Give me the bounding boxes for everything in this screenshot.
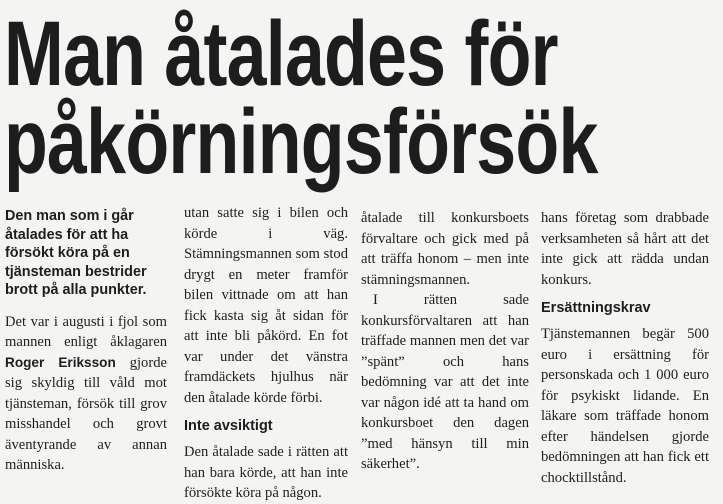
col4-paragraph-1: hans företag som drabbade verksamheten så hårt att det inte gick att rädda undan konkurs. [541, 210, 709, 288]
headline [4, 3, 598, 193]
headline-line-1: Man åtalades för [4, 3, 558, 105]
col3-paragraph-2: I rätten sade konkursförvaltaren att han träffade mannen men det var ”spänt” och hans bedömning var att det inte var någon idé att ta hand om konkursboet den dagen ”med hänsyn till min säkerhet”. [361, 292, 529, 472]
prosecutor-name: Roger Eriksson [5, 354, 116, 370]
column-4 [541, 208, 709, 486]
col4-subhead: Ersättningskrav [541, 300, 651, 316]
headline-line-2: påkörningsförsök [4, 91, 598, 193]
column-1 [5, 207, 167, 474]
column-2 [184, 203, 348, 501]
col1-p1-end: gjorde sig skyldig till våld mot tjänsteman, försök till grov misshandel och grovt äventyrande av annan människa. [5, 354, 167, 474]
col1-paragraph-1 [5, 312, 167, 476]
col1-p1-start: Det var i augusti i fjol som mannen enligt åklagaren [5, 313, 167, 351]
col4-paragraph-2: Tjänstemannen begär 500 euro i ersättning för personskada och 1 000 euro för psykiskt lidande. En läkare som träffade honom efter händelsen gjorde bedömningen att han fick ett chocktillstånd. [541, 326, 709, 486]
col2-paragraph-1: utan satte sig i bilen och körde i väg. Stämningsmannen som stod drygt en meter framför bilen vittnade om att han fick kasta sig åt sidan för att inte bli påkörd. En fot var under det vänstra framdäckets hjulhus när den åtalade körde förbi. [184, 205, 348, 406]
col2-paragraph-2: Den åtalade sade i rätten att han bara körde, att han inte försökte köra på någon. [184, 444, 348, 501]
col3-paragraph-1: åtalade till konkursboets förvaltare och gick med på att träffa honom – men inte stämningsmannen. [361, 210, 529, 288]
ingress: Den man som i går åtalades för att ha försökt köra på en tjänsteman bestrider brott på alla punkter. [5, 208, 147, 299]
column-3 [361, 208, 529, 472]
col2-subhead: Inte avsiktigt [184, 418, 273, 434]
